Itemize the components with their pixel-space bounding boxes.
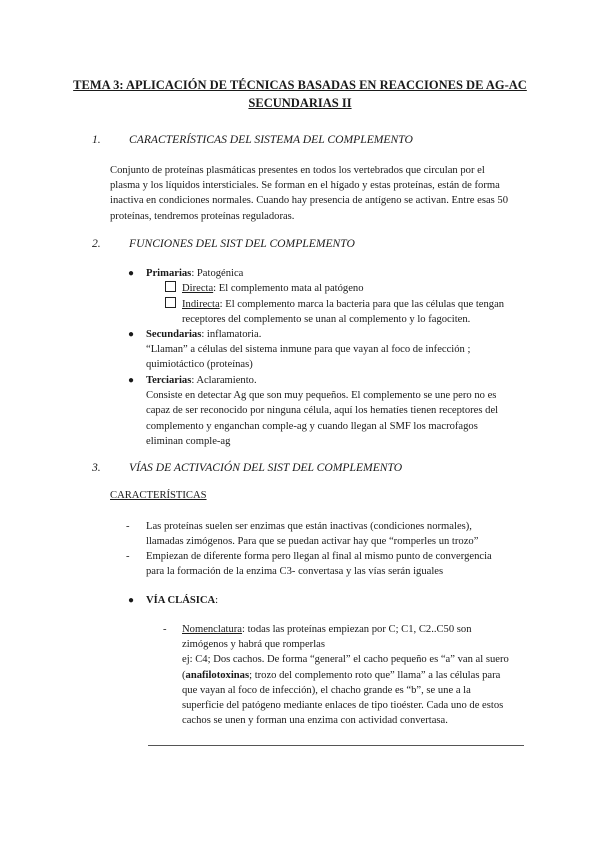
primarias-label: Primarias (146, 268, 192, 279)
nomenclatura-line (182, 668, 509, 683)
list-item-line: Empiezan de diferente forma pero llegan al final al mismo punto de convergencia (146, 551, 492, 562)
section-1-paragraph (110, 163, 508, 224)
section-1-title: CARACTERÍSTICAS DEL SISTEMA DEL COMPLEMENTO (129, 133, 413, 146)
terciarias-label: Terciarias (146, 375, 192, 386)
directa-label: Directa (182, 283, 214, 294)
title-line-1: TEMA 3: APLICACIÓN DE TÉCNICAS BASADAS EN REACCIONES DE AG-AC (73, 78, 527, 92)
terciarias-line: Consiste en detectar Ag que son muy pequeños. El complemento se une pero no es (146, 390, 497, 402)
terciarias-line: complemento y enganchan comple-ag y cuando llegan al SMF los macrofagos (146, 420, 478, 432)
dash-icon: - (126, 521, 130, 532)
bullet-icon: ● (128, 375, 135, 386)
nomenclatura-line: superficie del patógeno mediante enlaces de tipo tioéster. Cada uno de estos (182, 700, 504, 712)
list-item-line: Las proteínas suelen ser enzimas que están inactivas (condiciones normales), (146, 521, 472, 532)
via-clasica-label: VÍA CLÁSICA (146, 595, 216, 606)
terciarias-line: capaz de ser reconocido por ninguna célula, aquí los hematíes tienen receptores del (146, 405, 499, 417)
secundarias-line-3: quimiotáctico (proteínas) (146, 359, 253, 371)
list-item-line: llamadas zimógenos. Para que se puedan activar hay que “romperles un trozo” (146, 536, 479, 548)
bullet-icon: ● (128, 329, 135, 340)
section-1-line: plasma y los líquidos intersticiales. Se forman en el hígado y estas proteínas, están de forma (110, 180, 500, 192)
nomenclatura-line-4-rest: ; trozo del complemento roto que” llama” a las células para (249, 669, 501, 681)
nomenclatura-line: zimógenos y habrá que romperlas (182, 639, 325, 651)
secundarias-label: Secundarias (146, 329, 202, 340)
section-3-title: VÍAS DE ACTIVACIÓN DEL SIST DEL COMPLEMENTO (129, 461, 403, 474)
directa-checkbox[interactable] (165, 281, 176, 292)
nomenclatura-line: cachos se unen y forman una enzima con actividad convertasa. (182, 715, 448, 727)
nomenclatura-label: Nomenclatura (182, 624, 243, 635)
indirecta-label: Indirecta (182, 299, 220, 310)
nomenclatura-paren: ( (182, 669, 186, 681)
indirecta-text: : El complemento marca la bacteria para que las células que tengan (219, 299, 505, 310)
indirecta-checkbox[interactable] (165, 297, 176, 308)
section-1-line: inactiva en condiciones normales. Cuando hay presencia de antígeno se activan. Entre esas 50 (110, 195, 509, 207)
nomenclatura-line: ej: C4; Dos cachos. De forma “general” el cacho pequeño es “a” van al suero (182, 654, 509, 666)
caracteristicas-subheading: CARACTERÍSTICAS (110, 490, 207, 501)
list-item (146, 519, 478, 549)
bullet-icon: ● (128, 595, 135, 606)
dash-icon: - (126, 551, 130, 562)
via-clasica-heading (146, 593, 218, 608)
via-clasica-colon: : (215, 595, 219, 606)
section-1-number: 1. (92, 133, 101, 146)
section-3-heading (92, 461, 402, 475)
terciarias-text: : Aclaramiento. (191, 375, 257, 386)
bullet-icon: ● (128, 268, 135, 279)
title-line-2: SECUNDARIAS II (248, 96, 352, 110)
section-2-heading (92, 237, 355, 251)
secundarias-item (146, 327, 470, 373)
primarias-item (146, 266, 243, 281)
directa-item (165, 281, 364, 296)
anafilotoxinas-term: anafilotoxinas (185, 669, 250, 681)
primarias-text: : Patogénica (191, 268, 244, 279)
section-1-line: Conjunto de proteínas plasmáticas presentes en todos los vertebrados que circulan por el (110, 165, 485, 176)
terciarias-item (146, 373, 498, 449)
document-title (60, 76, 540, 112)
footer-divider (148, 745, 524, 746)
section-1-heading (92, 133, 413, 147)
nomenclatura-text: : todas las proteínas empiezan por C; C1, C2..C50 son (242, 624, 472, 635)
directa-text: : El complemento mata al patógeno (213, 283, 364, 294)
secundarias-text: : inflamatoria. (201, 329, 262, 340)
dash-icon: - (163, 624, 167, 635)
indirecta-item (165, 297, 504, 312)
nomenclatura-line: que vayan al foco de infección), el chacho grande es “b”, se une a la (182, 684, 471, 696)
list-item (146, 549, 492, 579)
section-3-number: 3. (92, 461, 101, 474)
section-2-title: FUNCIONES DEL SIST DEL COMPLEMENTO (129, 237, 355, 250)
nomenclatura-item (182, 622, 509, 728)
list-item-line: para la formación de la enzima C3- convertasa y las vías serán iguales (146, 566, 444, 578)
indirecta-line-2: receptores del complemento se unan al complemento y lo fagociten. (182, 314, 471, 325)
section-1-line: proteínas, tendremos proteínas reguladoras. (110, 210, 295, 222)
section-2-number: 2. (92, 237, 101, 250)
terciarias-line: eliminan comple-ag (146, 435, 231, 447)
secundarias-line-2: “Llaman” a células del sistema inmune para que vayan al foco de infección ; (146, 344, 471, 356)
